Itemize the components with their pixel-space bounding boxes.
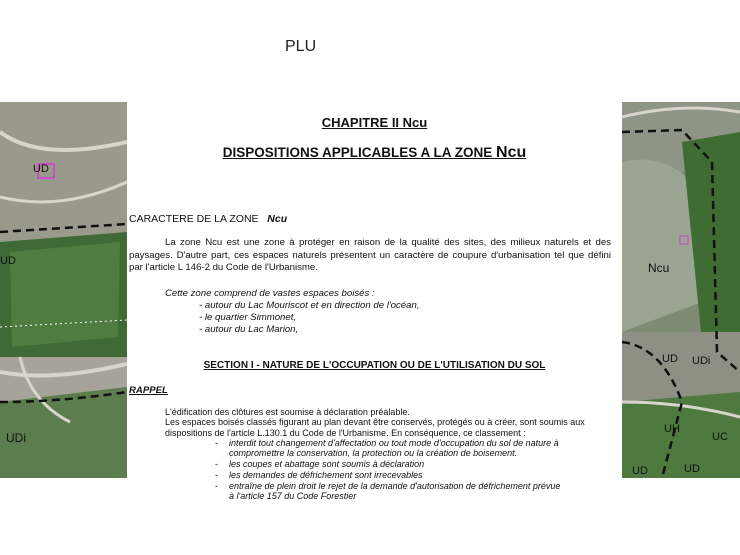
document-page	[127, 102, 622, 500]
list-item: - le quartier Simmonet,	[199, 312, 297, 323]
bullet-item: - les demandes de défrichement sont irrecevables	[229, 470, 423, 481]
map-right-label-ncu: Ncu	[648, 261, 670, 275]
caractere-zone: Ncu	[267, 213, 288, 225]
dispositions-text: DISPOSITIONS APPLICABLES A LA ZONE	[222, 145, 493, 160]
clotures-text: L'édification des clôtures est soumise à déclaration préalable.	[165, 407, 410, 417]
chapter-title: CHAPITRE II Ncu	[321, 115, 428, 130]
bullet-item-continued: compromettre la conservation, la protection ou la création de boisement.	[229, 448, 518, 458]
bullet-item: - entraîne de plein droit le rejet de la demande d'autorisation de défrichement prévue	[229, 481, 560, 492]
map-right-label-udi: UDi	[692, 355, 711, 367]
right-map-image	[622, 102, 740, 478]
map-left-label-3: UDi	[6, 431, 26, 445]
caractere-label: CARACTERE DE LA ZONE	[129, 213, 259, 225]
zone-description: La zone Ncu est une zone à protéger en raison de la qualité des sites, des milieux naturels et des paysages. D'autre part, ces espaces naturels présentent un caractère de coupure d'urbanisation tel que défini par l'article L 146-2 du Code de l'Urbanisme.	[129, 237, 611, 273]
dispositions-zone: Ncu	[496, 144, 527, 161]
section-heading: SECTION I - NATURE DE L'OCCUPATION OU DE L'UTILISATION DU SOL	[203, 360, 546, 371]
map-right-label-ud-2: UD	[632, 465, 648, 477]
left-map-image	[0, 102, 127, 478]
map-left-label-2: UD	[0, 255, 16, 267]
espaces-text: Les espaces boisés classés figurant au plan devant être conservés, protégés ou à créer, sont soumis aux dispositions de l'article L.130.1 du Code de l'Urbanisme. En conséquence, ce classement :	[165, 417, 585, 438]
dispositions-title	[127, 144, 622, 162]
map-right-label-ud: UD	[662, 353, 678, 365]
list-item: - autour du Lac Marion,	[199, 324, 299, 335]
list-item: - autour du Lac Mouriscot et en direction de l'océan,	[199, 300, 420, 311]
map-right-label-uh: UH	[664, 423, 680, 435]
bullet-item: - les coupes et abattage sont soumis à déclaration	[229, 459, 424, 470]
page-title: PLU	[285, 38, 317, 55]
map-right-label-ud-3: UD	[684, 463, 700, 475]
zone-comprend: Cette zone comprend de vastes espaces boisés :	[165, 288, 375, 299]
rappel-heading: RAPPEL	[129, 385, 168, 396]
bullet-item-continued: à l'article 157 du Code Forestier	[229, 491, 357, 500]
map-left-label-1: UD	[33, 163, 49, 175]
map-right-label-uc: UC	[712, 431, 728, 443]
caractere-heading	[129, 213, 287, 225]
bullet-item: - interdit tout changement d'affectation ou tout mode d'occupation du sol de nature à	[229, 438, 559, 449]
